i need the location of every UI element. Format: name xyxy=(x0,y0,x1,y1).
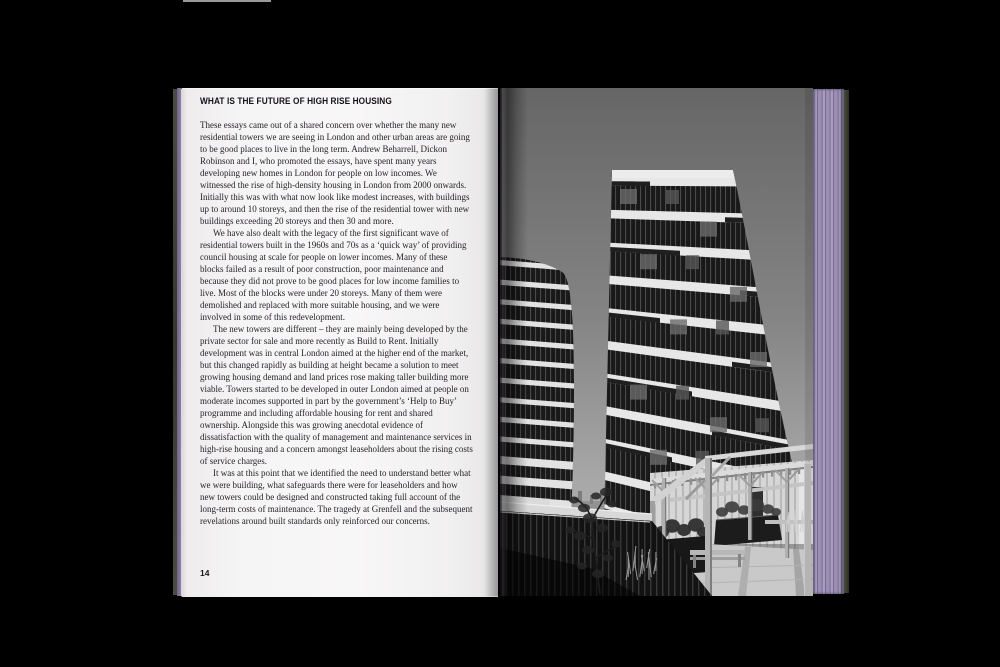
table-glare xyxy=(183,0,271,2)
essay-text xyxy=(200,119,473,527)
page-number: 14 xyxy=(200,568,210,578)
paragraph: It was at this point that we identified the need to understand better what we were building, what safeguards there were for leaseholders and how new towers could be designed and constructed taking full account of the long-term costs of maintenance. The tragedy at Grenfell and the subsequent revelations around built standards only reinforced our concerns. xyxy=(200,468,473,526)
page-title: WHAT IS THE FUTURE OF HIGH RISE HOUSING xyxy=(200,96,392,106)
paragraph: The new towers are different – they are mainly being developed by the private sector for sale and more recently as Build to Rent. Initially development was in central London aimed at the higher end of the market, but this changed rapidly as building at height became a solution to meet growing housing demand and land prices rose making taller building more viable. Towers started to be developed in outer London aimed at people on moderate incomes supported in part by the government’s ‘Help to Buy’ programme and including affordable housing for rent and shared ownership. Alongside this was growing anecdotal evidence of dissatisfaction with the quality of management and maintenance services in high-rise housing and a concern amongst leaseholders about the rising costs of service charges. xyxy=(200,324,473,466)
paragraph: We have also dealt with the legacy of the first significant wave of residential towers built in the 1960s and 70s as a ‘quick way’ of providing council housing at scale for people on lower incomes. Many of these blocks failed as a result of poor construction, poor maintenance and because they did not prove to be good places for low income families to live. Most of the blocks were under 20 storeys. Many of them were demolished and replaced with more suitable housing, and we were involved in some of this redevelopment. xyxy=(200,228,467,322)
page-edges-right xyxy=(813,89,844,594)
towers-terrace-photo xyxy=(500,88,813,596)
right-page xyxy=(500,88,813,596)
open-book xyxy=(173,88,849,596)
paragraph: These essays came out of a shared concern over whether the many new residential towers we are seeing in London and other urban areas are going to be good places to live in the long term. Andrew Beharrell, Dickon Robinson and I, who promoted the essays, have spent many years developing new homes in London for people on low incomes. We witnessed the rise of high-density housing in London from 2000 onwards. Initially this was with what now look like modest increases, with buildings up to around 10 storeys, and then the rise of the residential tower with new buildings exceeding 20 storeys and then 30 and more. xyxy=(200,120,470,226)
book-cover-right-edge xyxy=(844,90,849,593)
left-page xyxy=(181,88,498,597)
